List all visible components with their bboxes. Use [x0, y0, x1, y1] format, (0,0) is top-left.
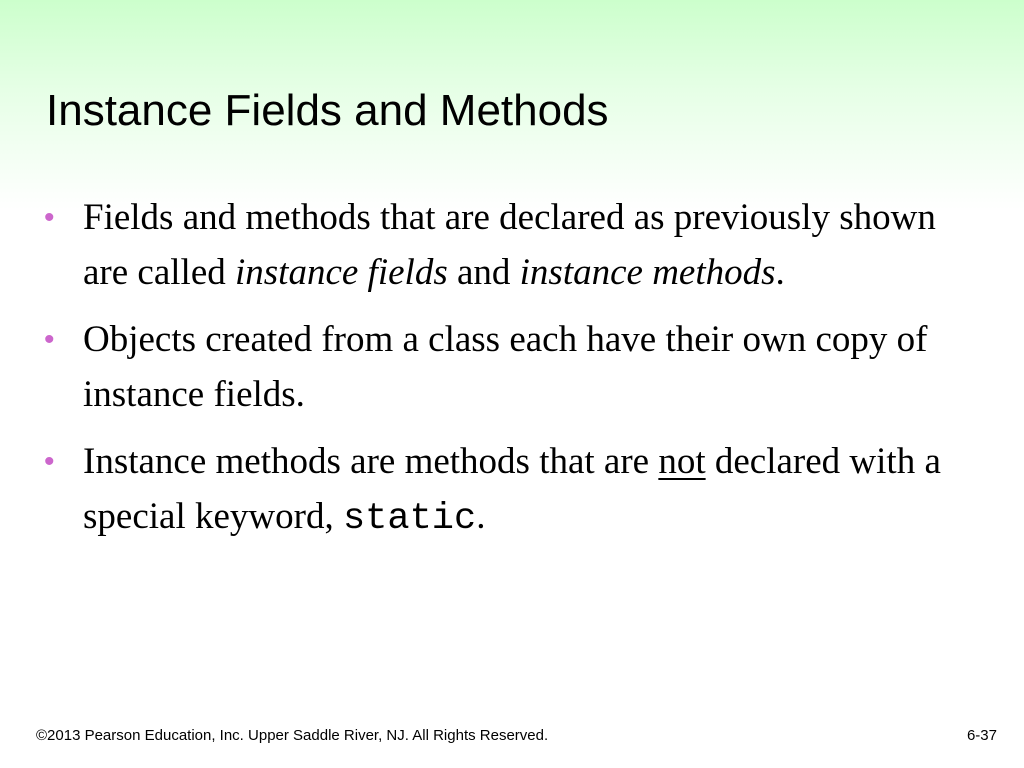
bullet-3-period: .	[476, 496, 486, 537]
bullet-icon: •	[44, 445, 55, 478]
bullet-3-text: Instance methods are methods that are	[83, 441, 659, 482]
footer-copyright: ©2013 Pearson Education, Inc. Upper Saddle River, NJ. All Rights Reserved.	[36, 727, 549, 744]
bullet-item-3	[0, 434, 963, 547]
bullet-1-text: Fields and methods that are declared as previously shown are called	[83, 197, 936, 293]
slide-title: Instance Fields and Methods	[46, 86, 609, 135]
term-instance-fields: instance fields	[235, 252, 448, 293]
bullet-item-1	[0, 190, 963, 300]
bullet-3-continuation: declared with a special keyword,	[83, 441, 941, 537]
bullet-item-2	[0, 312, 963, 422]
term-instance-methods: instance methods	[519, 252, 776, 293]
slide-number: 6-37	[966, 727, 997, 744]
keyword-static: static	[342, 498, 477, 540]
emphasis-not: not	[658, 441, 706, 482]
bullet-icon: •	[44, 201, 55, 234]
bullet-icon: •	[44, 323, 55, 356]
bullet-1-connector: and	[447, 252, 520, 293]
bullet-1-period: .	[775, 252, 785, 293]
bullet-2-text: Objects created from a class each have their own copy of instance fields.	[83, 319, 928, 415]
bullet-list	[0, 190, 1024, 559]
